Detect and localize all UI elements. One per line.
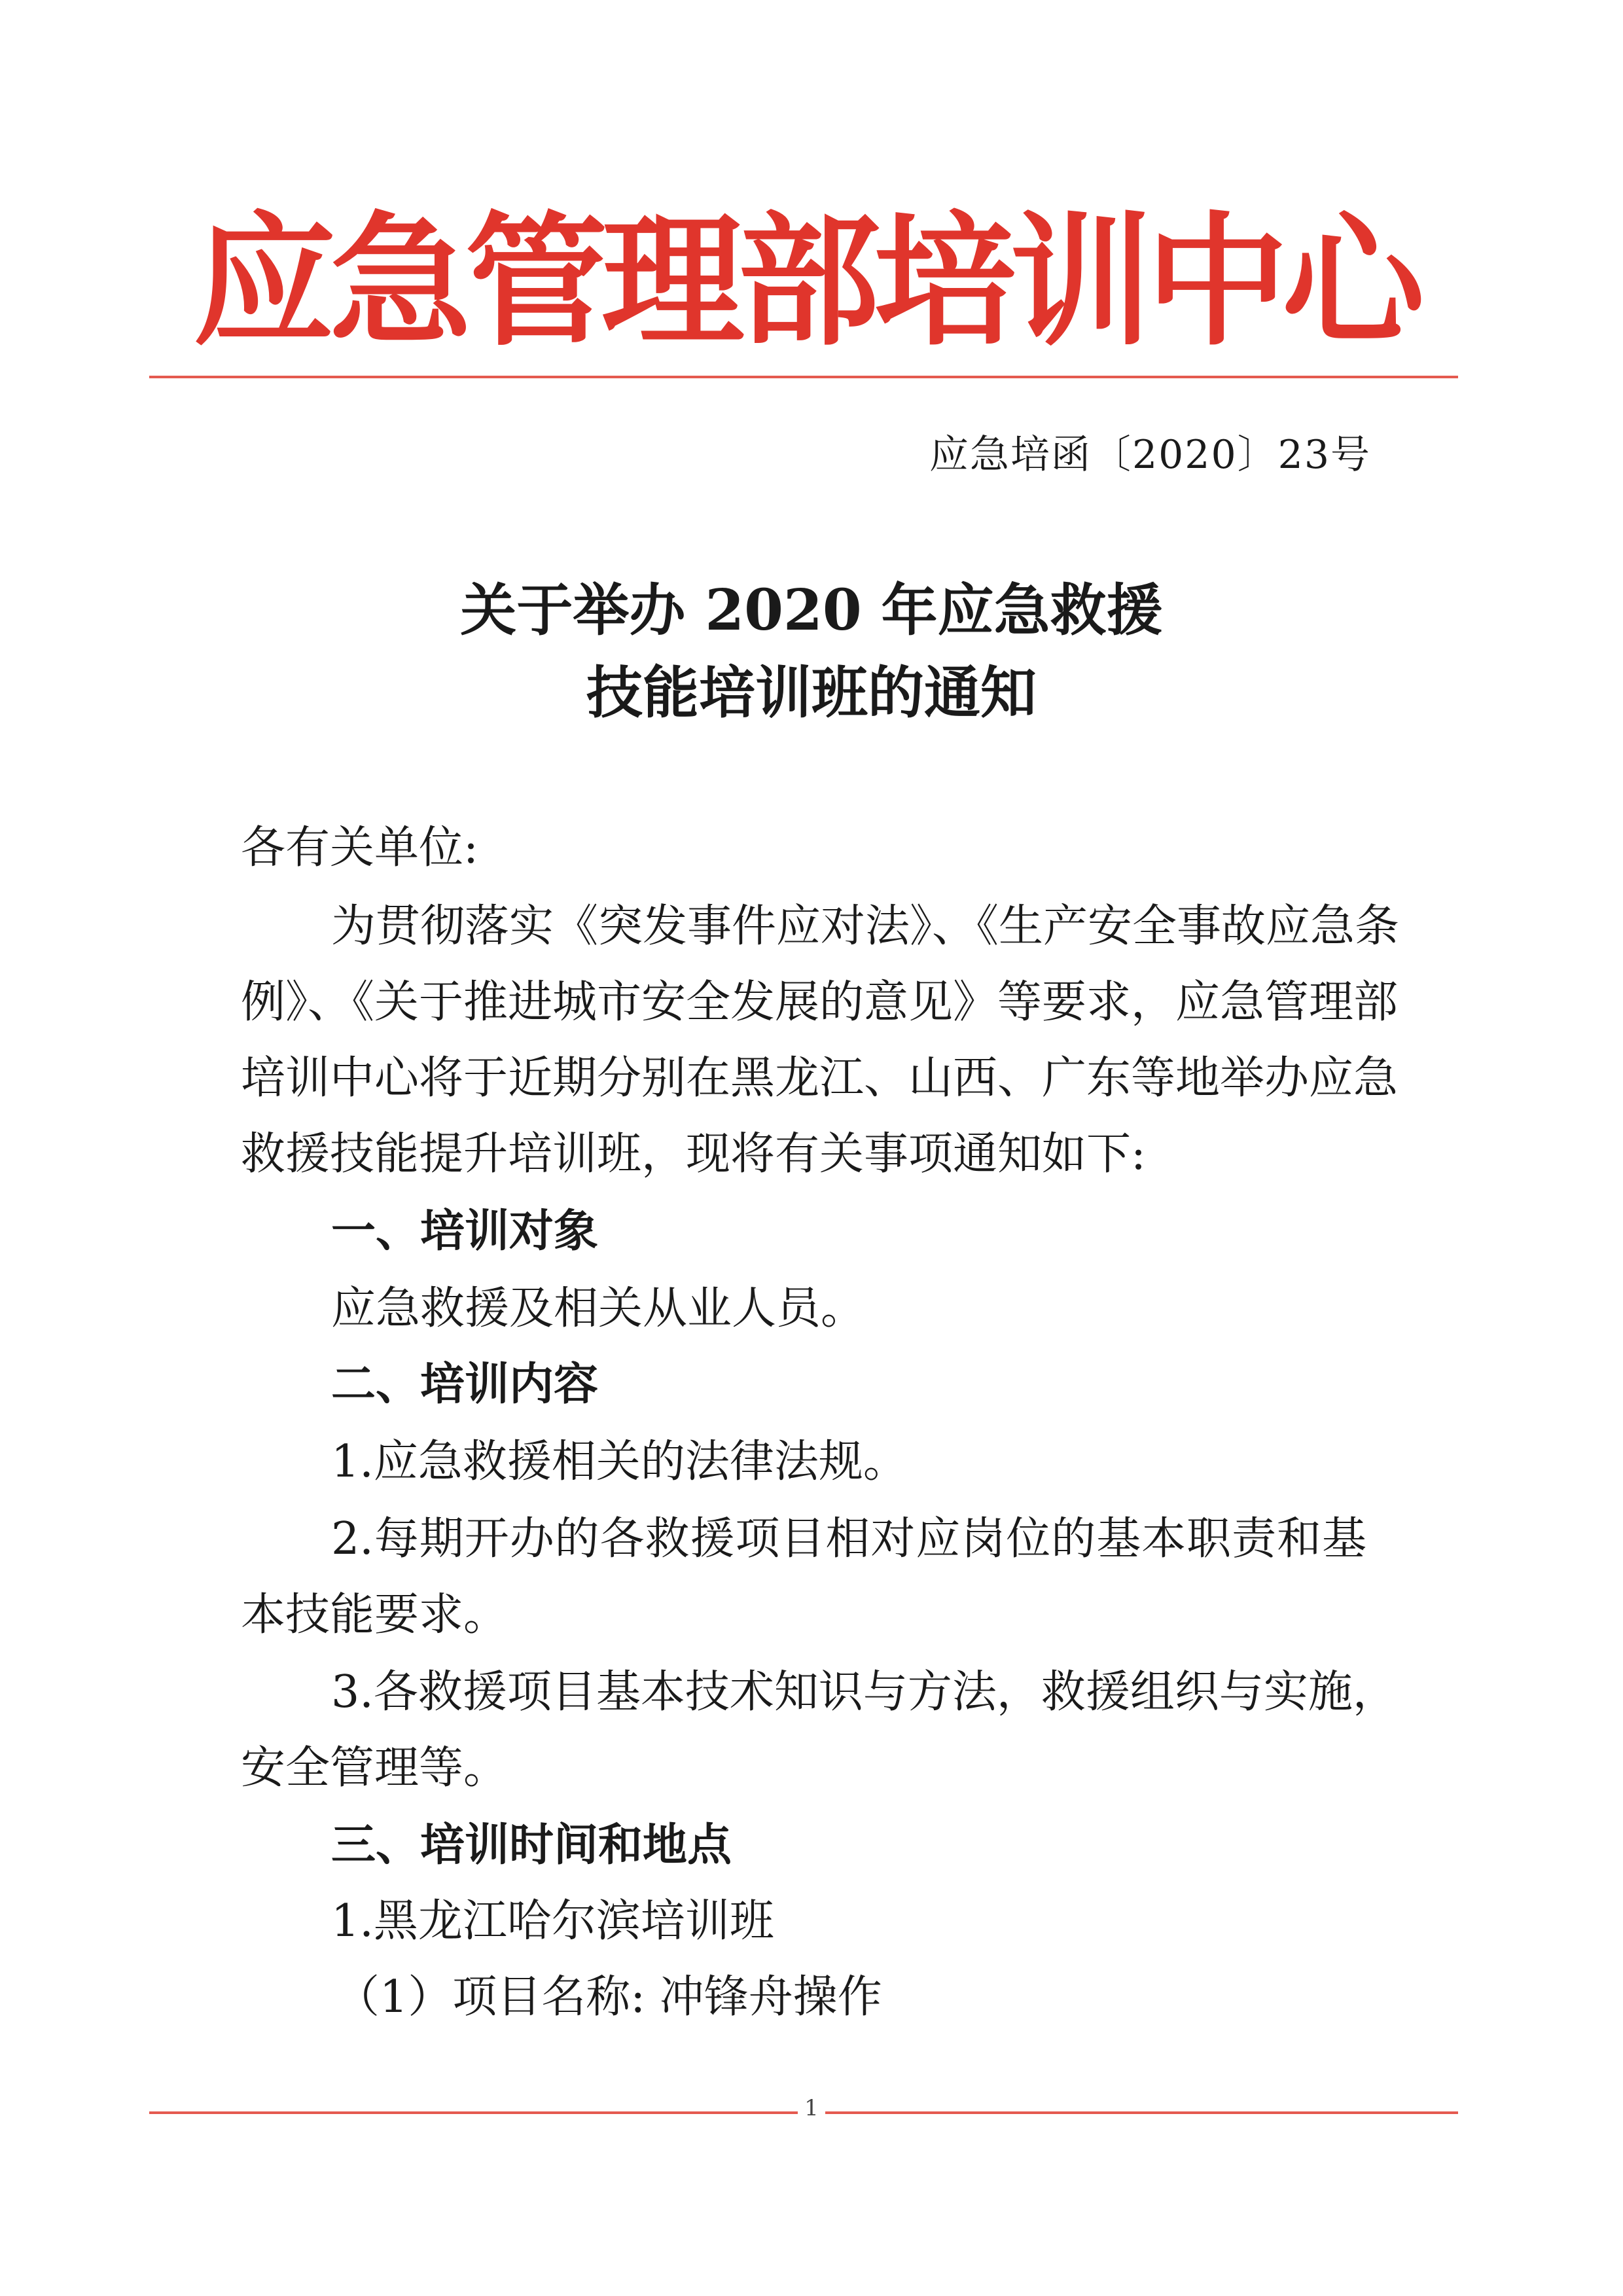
training-target-text: 应急救援及相关从业人员。: [331, 1283, 866, 1335]
time-place-subitem: （1）项目名称: 冲锋舟操作: [335, 1971, 882, 2023]
training-content-item: 3.各救援项目基本技术知识与方法，救援组织与实施，: [331, 1666, 1397, 1718]
intro-paragraph-line: 救援技能提升培训班，现将有关事项通知如下:: [241, 1128, 1146, 1180]
time-place-item: 1.黑龙江哈尔滨培训班: [331, 1895, 774, 1947]
letterhead-char: 培: [874, 198, 1016, 365]
letterhead-divider: [149, 376, 1458, 378]
letterhead-char: 心: [1282, 198, 1425, 365]
section-heading-training-target: 一、培训对象: [331, 1206, 599, 1257]
section-heading-training-content: 二、培训内容: [331, 1359, 599, 1410]
training-content-item: 2.每期开办的各救援项目相对应岗位的基本职责和基: [331, 1513, 1366, 1565]
training-content-item: 本技能要求。: [241, 1589, 508, 1641]
document-title-line-2: 技能培训班的通知: [586, 660, 1037, 726]
document-title-line-1: 关于举办 2020 年应急救援: [460, 577, 1163, 643]
page-number: [0, 2097, 1623, 2119]
letterhead-char: 应: [193, 198, 336, 365]
training-content-item: 安全管理等。: [241, 1742, 508, 1794]
letterhead-char: 部: [738, 198, 880, 365]
section-heading-time-and-place: 三、培训时间和地点: [331, 1820, 732, 1871]
letterhead-char: 训: [1010, 198, 1152, 365]
letterhead-char: 中: [1146, 198, 1289, 365]
intro-paragraph-line: 例》、《关于推进城市安全发展的意见》等要求，应急管理部: [241, 977, 1399, 1028]
intro-paragraph-line: 培训中心将于近期分别在黑龙江、山西、广东等地举办应急: [241, 1052, 1399, 1104]
salutation: 各有关单位:: [241, 822, 478, 874]
letterhead-title: [193, 196, 1425, 367]
training-content-item: 1.应急救援相关的法律法规。: [331, 1436, 908, 1488]
document-number: 应急培函〔2020〕23号: [929, 432, 1371, 478]
letterhead-char: 急: [329, 198, 472, 365]
letterhead-char: 理: [601, 198, 744, 365]
intro-paragraph-line: 为贯彻落实《突发事件应对法》、《生产安全事故应急条: [331, 901, 1400, 952]
page-number-text: 1: [798, 2095, 825, 2121]
letterhead-char: 管: [465, 198, 608, 365]
